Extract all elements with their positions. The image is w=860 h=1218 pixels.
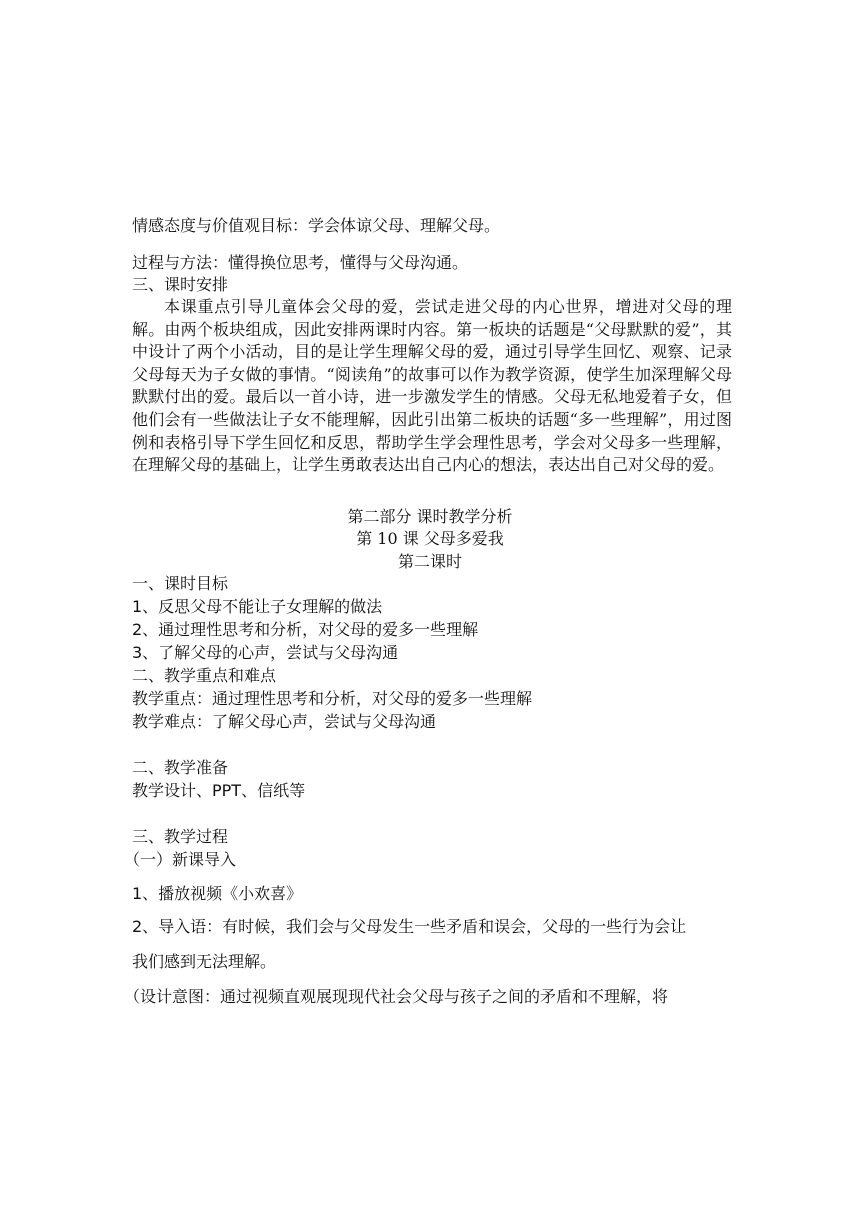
goal-process: 过程与方法：懂得换位思考，懂得与父母沟通。: [132, 253, 469, 272]
step-1: 1、播放视频《小欢喜》: [132, 884, 303, 903]
step-2-line-2: 我们感到无法理解。: [132, 952, 277, 971]
section-schedule-heading: 三、课时安排: [132, 275, 229, 294]
schedule-paragraph: 本课重点引导儿童体会父母的爱，尝试走进父母的内心世界，增进对父母的理解。由两个板块组成，因此安排两课时内容。第一板块的话题是“父母默默的爱”，其中设计了两个小活动，目的是让学生理解父母的爱，通过引导学生回忆、观察、记录父母每天为子女做的事情。“阅读角”的故事可以作为教学资源，使学生加深理解父母默默付出的爱。最后以一首小诗，进一步激发学生的情感。父母无私地爱着子女，但他们会有一些做法让子女不能理解，因此引出第二板块的话题“多一些理解”，用过图例和表格引导下学生回忆和反思，帮助学生学会理性思考，学会对父母多一些理解，在理解父母的基础上，让学生勇敢表达出自己内心的想法，表达出自己对父母的爱。: [132, 297, 732, 475]
process-heading: 三、教学过程: [132, 827, 229, 846]
period-title: 第二课时: [397, 552, 462, 571]
step-2-line-1: 2、导入语：有时候，我们会与父母发生一些矛盾和误会，父母的一些行为会让: [132, 917, 687, 936]
intro-heading: （一）新课导入: [124, 850, 237, 869]
difficult-point: 教学难点：了解父母心声，尝试与父母沟通: [132, 712, 437, 731]
prep-heading: 二、教学准备: [132, 758, 229, 777]
objectives-heading: 一、课时目标: [132, 574, 229, 593]
goal-emotion: 情感态度与价值观目标：学会体谅父母、理解父母。: [132, 216, 501, 235]
objective-item: 2、通过理性思考和分析，对父母的爱多一些理解: [132, 620, 479, 639]
keypoints-heading: 二、教学重点和难点: [132, 666, 277, 685]
lesson-title: 第 10 课 父母多爱我: [356, 529, 504, 548]
key-point: 教学重点：通过理性思考和分析，对父母的爱多一些理解: [132, 689, 533, 708]
design-intent: （设计意图：通过视频直观展现现代社会父母与孩子之间的矛盾和不理解，将: [124, 987, 669, 1006]
prep-items: 教学设计、PPT、信纸等: [132, 781, 306, 800]
part-title: 第二部分 课时教学分析: [347, 507, 513, 526]
objective-item: 1、反思父母不能让子女理解的做法: [132, 597, 383, 616]
objective-item: 3、了解父母的心声，尝试与父母沟通: [132, 643, 399, 662]
